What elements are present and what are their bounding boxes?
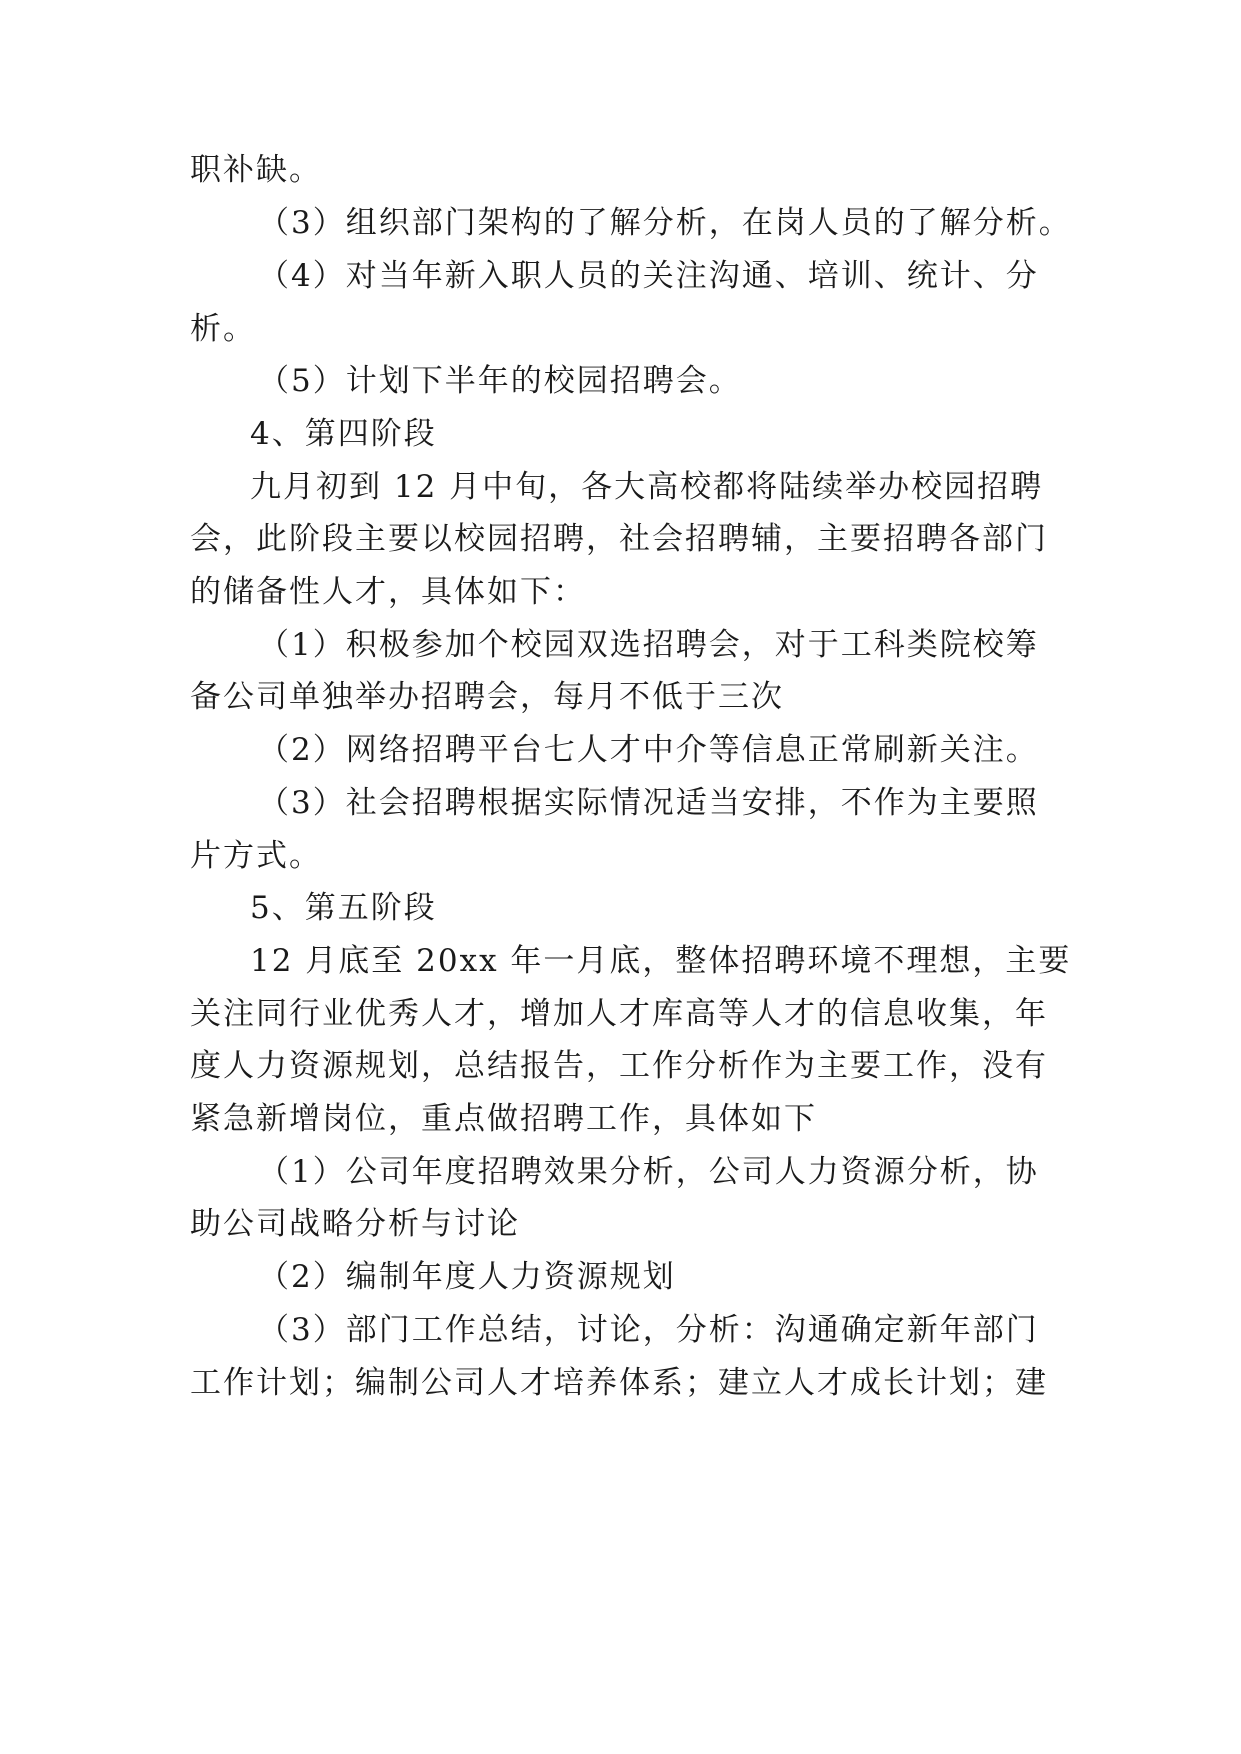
text-line: 九月初到 12 月中旬，各大高校都将陆续举办校园招聘	[250, 469, 1044, 505]
text-line: 紧急新增岗位，重点做招聘工作，具体如下	[190, 1101, 817, 1137]
text-line: 职补缺。	[190, 152, 322, 188]
text-line: 的储备性人才，具体如下：	[190, 574, 586, 610]
text-line: （1）公司年度招聘效果分析，公司人力资源分析，协	[258, 1154, 1039, 1190]
text-line: 助公司战略分析与讨论	[190, 1206, 520, 1242]
text-line: （4）对当年新入职人员的关注沟通、培训、统计、分	[258, 258, 1039, 294]
text-line: （1）积极参加个校园双选招聘会，对于工科类院校筹	[258, 627, 1039, 663]
section-heading: 5、第五阶段	[250, 890, 437, 926]
text-line: （2）编制年度人力资源规划	[258, 1259, 676, 1295]
section-heading: 4、第四阶段	[250, 416, 437, 452]
text-line: （3）部门工作总结，讨论，分析：沟通确定新年部门	[258, 1312, 1039, 1348]
text-line: 会，此阶段主要以校园招聘，社会招聘辅，主要招聘各部门	[190, 521, 1048, 557]
text-line: 片方式。	[190, 838, 322, 874]
text-line: （3）组织部门架构的了解分析，在岗人员的了解分析。	[258, 205, 1072, 241]
text-line: （2）网络招聘平台七人才中介等信息正常刷新关注。	[258, 732, 1039, 768]
text-line: 工作计划；编制公司人才培养体系；建立人才成长计划；建	[190, 1365, 1048, 1401]
text-line: 度人力资源规划，总结报告，工作分析作为主要工作，没有	[190, 1048, 1048, 1084]
text-line: 12 月底至 20xx 年一月底，整体招聘环境不理想，主要	[250, 943, 1072, 979]
text-line: （5）计划下半年的校园招聘会。	[258, 363, 742, 399]
text-line: 备公司单独举办招聘会，每月不低于三次	[190, 679, 784, 715]
text-line: 析。	[190, 311, 256, 347]
text-line: 关注同行业优秀人才，增加人才库高等人才的信息收集，年	[190, 996, 1048, 1032]
text-line: （3）社会招聘根据实际情况适当安排，不作为主要照	[258, 785, 1039, 821]
